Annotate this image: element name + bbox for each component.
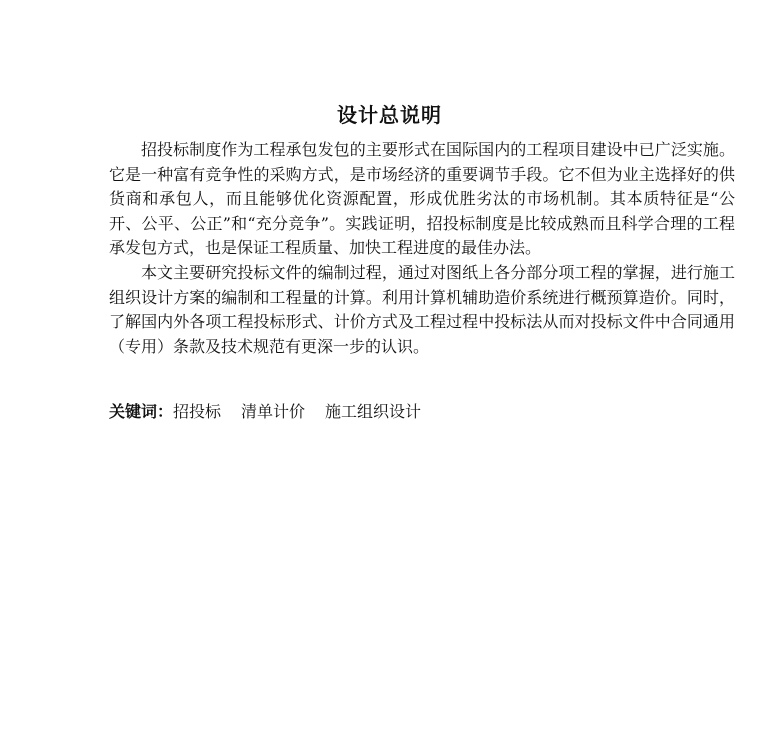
keyword-item: 施工组织设计 — [325, 402, 422, 421]
keyword-item: 招投标 — [173, 402, 222, 421]
keywords-line — [109, 400, 735, 424]
paragraph: 本文主要研究投标文件的编制过程，通过对图纸上各分部分项工程的掌握，进行施工组织设计方案的编制和工程量的计算。利用计算机辅助造价系统进行概预算造价。同时，了解国内外各项工程投标形式、计价方式及工程过程中投标法从而对投标文件中合同通用（专用）条款及技术规范有更深一步的认识。 — [109, 262, 735, 356]
document-title: 设计总说明 — [337, 103, 442, 127]
keywords-label: 关键词： — [109, 402, 174, 421]
paragraph: 招投标制度作为工程承包发包的主要形式在国际国内的工程项目建设中已广泛实施。它是一种富有竞争性的采购方式，是市场经济的重要调节手段。它不但为业主选择好的供货商和承包人，而且能够优化资源配置，形成优胜劣汰的市场机制。其本质特征是“公开、公平、公正”和“充分竞争”。实践证明，招投标制度是比较成熟而且科学合理的工程承发包方式，也是保证工程质量、加快工程进度的最佳办法。 — [109, 140, 735, 258]
keyword-item: 清单计价 — [241, 402, 306, 421]
body-text — [109, 138, 735, 359]
